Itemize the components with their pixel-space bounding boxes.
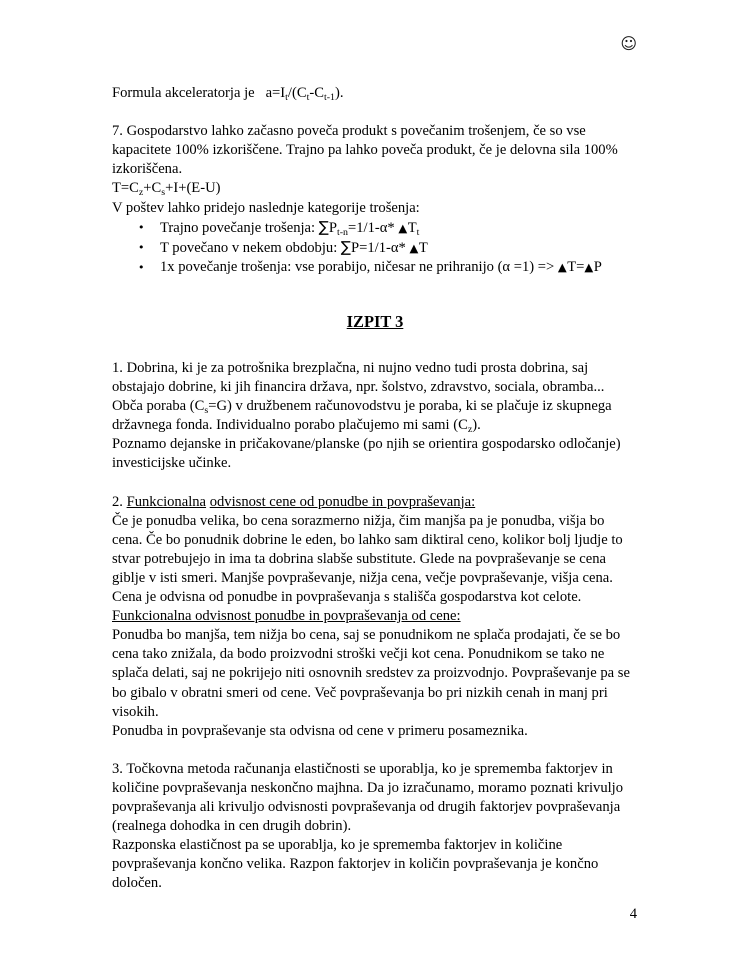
bullet-p-sub: t-n [336, 226, 348, 238]
formula-tail: +I+(E-U) [165, 180, 221, 197]
formula-plus-c: +C [143, 180, 162, 197]
section1-b-pre: Obča poraba (C [112, 398, 205, 415]
spacer [112, 474, 638, 493]
triangle-delta-icon-2: ▲ [584, 259, 594, 274]
bullet-p: P [351, 239, 360, 256]
section2-subheading [112, 607, 638, 626]
bullet-tail: T [418, 239, 428, 256]
bullet-tail: T [407, 219, 417, 236]
accelerator-prefix: Formula akceleratorja je [112, 85, 255, 101]
section1-b-mid: =G) v družbenem računovodstvu je poraba, ki se plačuje iz skupnega državnega fonda. Individualno porabo plačujemo mi sami (C [112, 398, 612, 434]
bullet-dot-icon: • [138, 240, 145, 254]
accelerator-sub-t3: t-1 [323, 91, 335, 103]
section2-paragraph-c: Ponudba in povpraševanje sta odvisna od cene v primeru posameznika. [112, 722, 528, 739]
list-item [112, 218, 638, 238]
bullet-label: Trajno povečanje trošenja: [160, 219, 319, 236]
paragraph-7: 7. Gospodarstvo lahko začasno poveča produkt s povečanim trošenjem, če so vse kapacitete 100% izkoriščene. Trajno pa lahko poveča produkt, če je delovna sila 100% izkoriščena. [112, 123, 618, 178]
bullet-eq: =1/1-α* [359, 239, 410, 256]
triangle-delta-icon: ▲ [409, 240, 419, 255]
section2-paragraph-a: Če je ponudba velika, bo cena sorazmerno nižja, čim manjša pa je ponudba, višja bo cena. Če bo ponudnik dobrine le eden, bo lahko sam diktiral ceno, kolikor bolj ljudje to stvar potrebujejo in ima ta dobrina slabše substitute. Glede na povpraševanje se cena giblje v isti smeri. Manjše povpraševanje, nižja cena, večje povpraševanje, višja cena. Cena je odvisna od ponudbe in povpraševanja s stališča gospodarstva kot celote. [112, 512, 623, 606]
bullet-eq: =1/1-α* [348, 219, 399, 236]
bullet-tail-2: P [593, 258, 602, 275]
section2-paragraph-b: Ponudba bo manjša, tem nižja bo cena, saj se ponudnikom ne splača prodajati, če se bo cena tako znižala, da bodo proizvodni stroški večji kot cena. Ponudnikom se tako ne splača delati, saj ne pokrijejo niti osnovnih sredstev za proizvodnjo. Povpraševanje pa se bo gibalo v obratni smeri od cene. Več povpraševanja bo pri nizkih cenah in manj pri visokih. [112, 627, 630, 720]
section1-paragraph-c: Poznamo dejanske in pričakovane/planske (po njih se orientira gospodarsko odločanje) investicijske učinke. [112, 436, 621, 472]
document-body [112, 84, 638, 894]
accelerator-sub-t2: t [306, 91, 310, 103]
smiley-face-icon: ☺ [620, 34, 637, 53]
section1-b-end: ). [472, 417, 481, 434]
spending-categories-list [112, 218, 638, 277]
formula-t-eq: T=C [112, 180, 139, 197]
section1-paragraph-b [112, 397, 638, 435]
spacer [112, 103, 638, 122]
section1-paragraph-a: 1. Dobrina, ki je za potrošnika brezplačna, ni nujno vedno tudi prosta dobrina, saj obstajajo dobrine, ki jih financira država, npr. šolstvo, zdravstvo, sociala, obramba... [112, 359, 605, 396]
triangle-delta-icon: ▲ [557, 259, 568, 274]
page-header [112, 36, 637, 62]
accelerator-formula-mid: /(C [287, 85, 307, 101]
section3-paragraph-a: 3. Točkovna metoda računanja elastičnosti se uporablja, ko je sprememba faktorjev in količine povpraševanja neskončno majhna. Da jo izračunamo, moramo poznati krivuljo povpraševanja ali krivuljo odvisnosti povpraševanja od drugih faktorjev povpraševanja (realnega dohodka in cen drugih dobrin). [112, 760, 624, 835]
page-number: 4 [629, 906, 637, 922]
section2-heading-number: 2. [112, 493, 127, 510]
accelerator-sub-t1: t [285, 91, 288, 103]
formula-total-spending [112, 179, 638, 198]
spacer [112, 741, 638, 760]
categories-intro: V poštev lahko pridejo naslednje kategorije trošenja: [112, 199, 420, 216]
bullet-dot-icon: • [138, 220, 145, 234]
bullet-label: 1x povečanje trošenja: vse porabijo, ničesar ne prihranijo (α =1) => [160, 258, 558, 275]
accelerator-formula-minus: -C [309, 85, 324, 101]
list-item [112, 258, 638, 277]
section1-sub-z: z [467, 423, 473, 435]
bullet-label: T povečano v nekem obdobju: [160, 239, 341, 256]
accelerator-formula-line [112, 84, 638, 103]
bullet-p: P [328, 219, 337, 236]
formula-sub-s: s [161, 187, 166, 199]
summation-icon: ∑ [318, 217, 329, 236]
section2-heading [112, 493, 638, 512]
bullet-tail-sub: t [416, 226, 420, 238]
section2-heading-part2: odvisnost cene od ponudbe in povpraševanja: [209, 493, 476, 510]
bullet-tail: T= [567, 258, 585, 275]
exam-title-block [112, 311, 638, 333]
summation-icon: ∑ [340, 237, 352, 256]
list-item [112, 238, 638, 258]
section2-subheading-text: Funkcionalna odvisnost ponudbe in povpraševanja od cene: [112, 608, 461, 625]
section3-paragraph-b: Razponska elastičnost pa se uporablja, ko je sprememba faktorjev in količine povpraševanja končno velika. Razpon faktorjev in količin povpraševanja je končno določen. [112, 837, 599, 892]
bullet-dot-icon: • [138, 260, 145, 274]
accelerator-formula-a: a=I [265, 85, 286, 101]
section2-heading-part1: Funkcionalna [126, 493, 207, 510]
section1-sub-s: s [204, 404, 209, 416]
triangle-delta-icon: ▲ [398, 220, 408, 235]
page-title [112, 311, 638, 333]
accelerator-formula-end: ). [334, 85, 344, 101]
formula-sub-z: z [138, 187, 144, 199]
page-title-text: IZPIT 3 [346, 311, 404, 331]
